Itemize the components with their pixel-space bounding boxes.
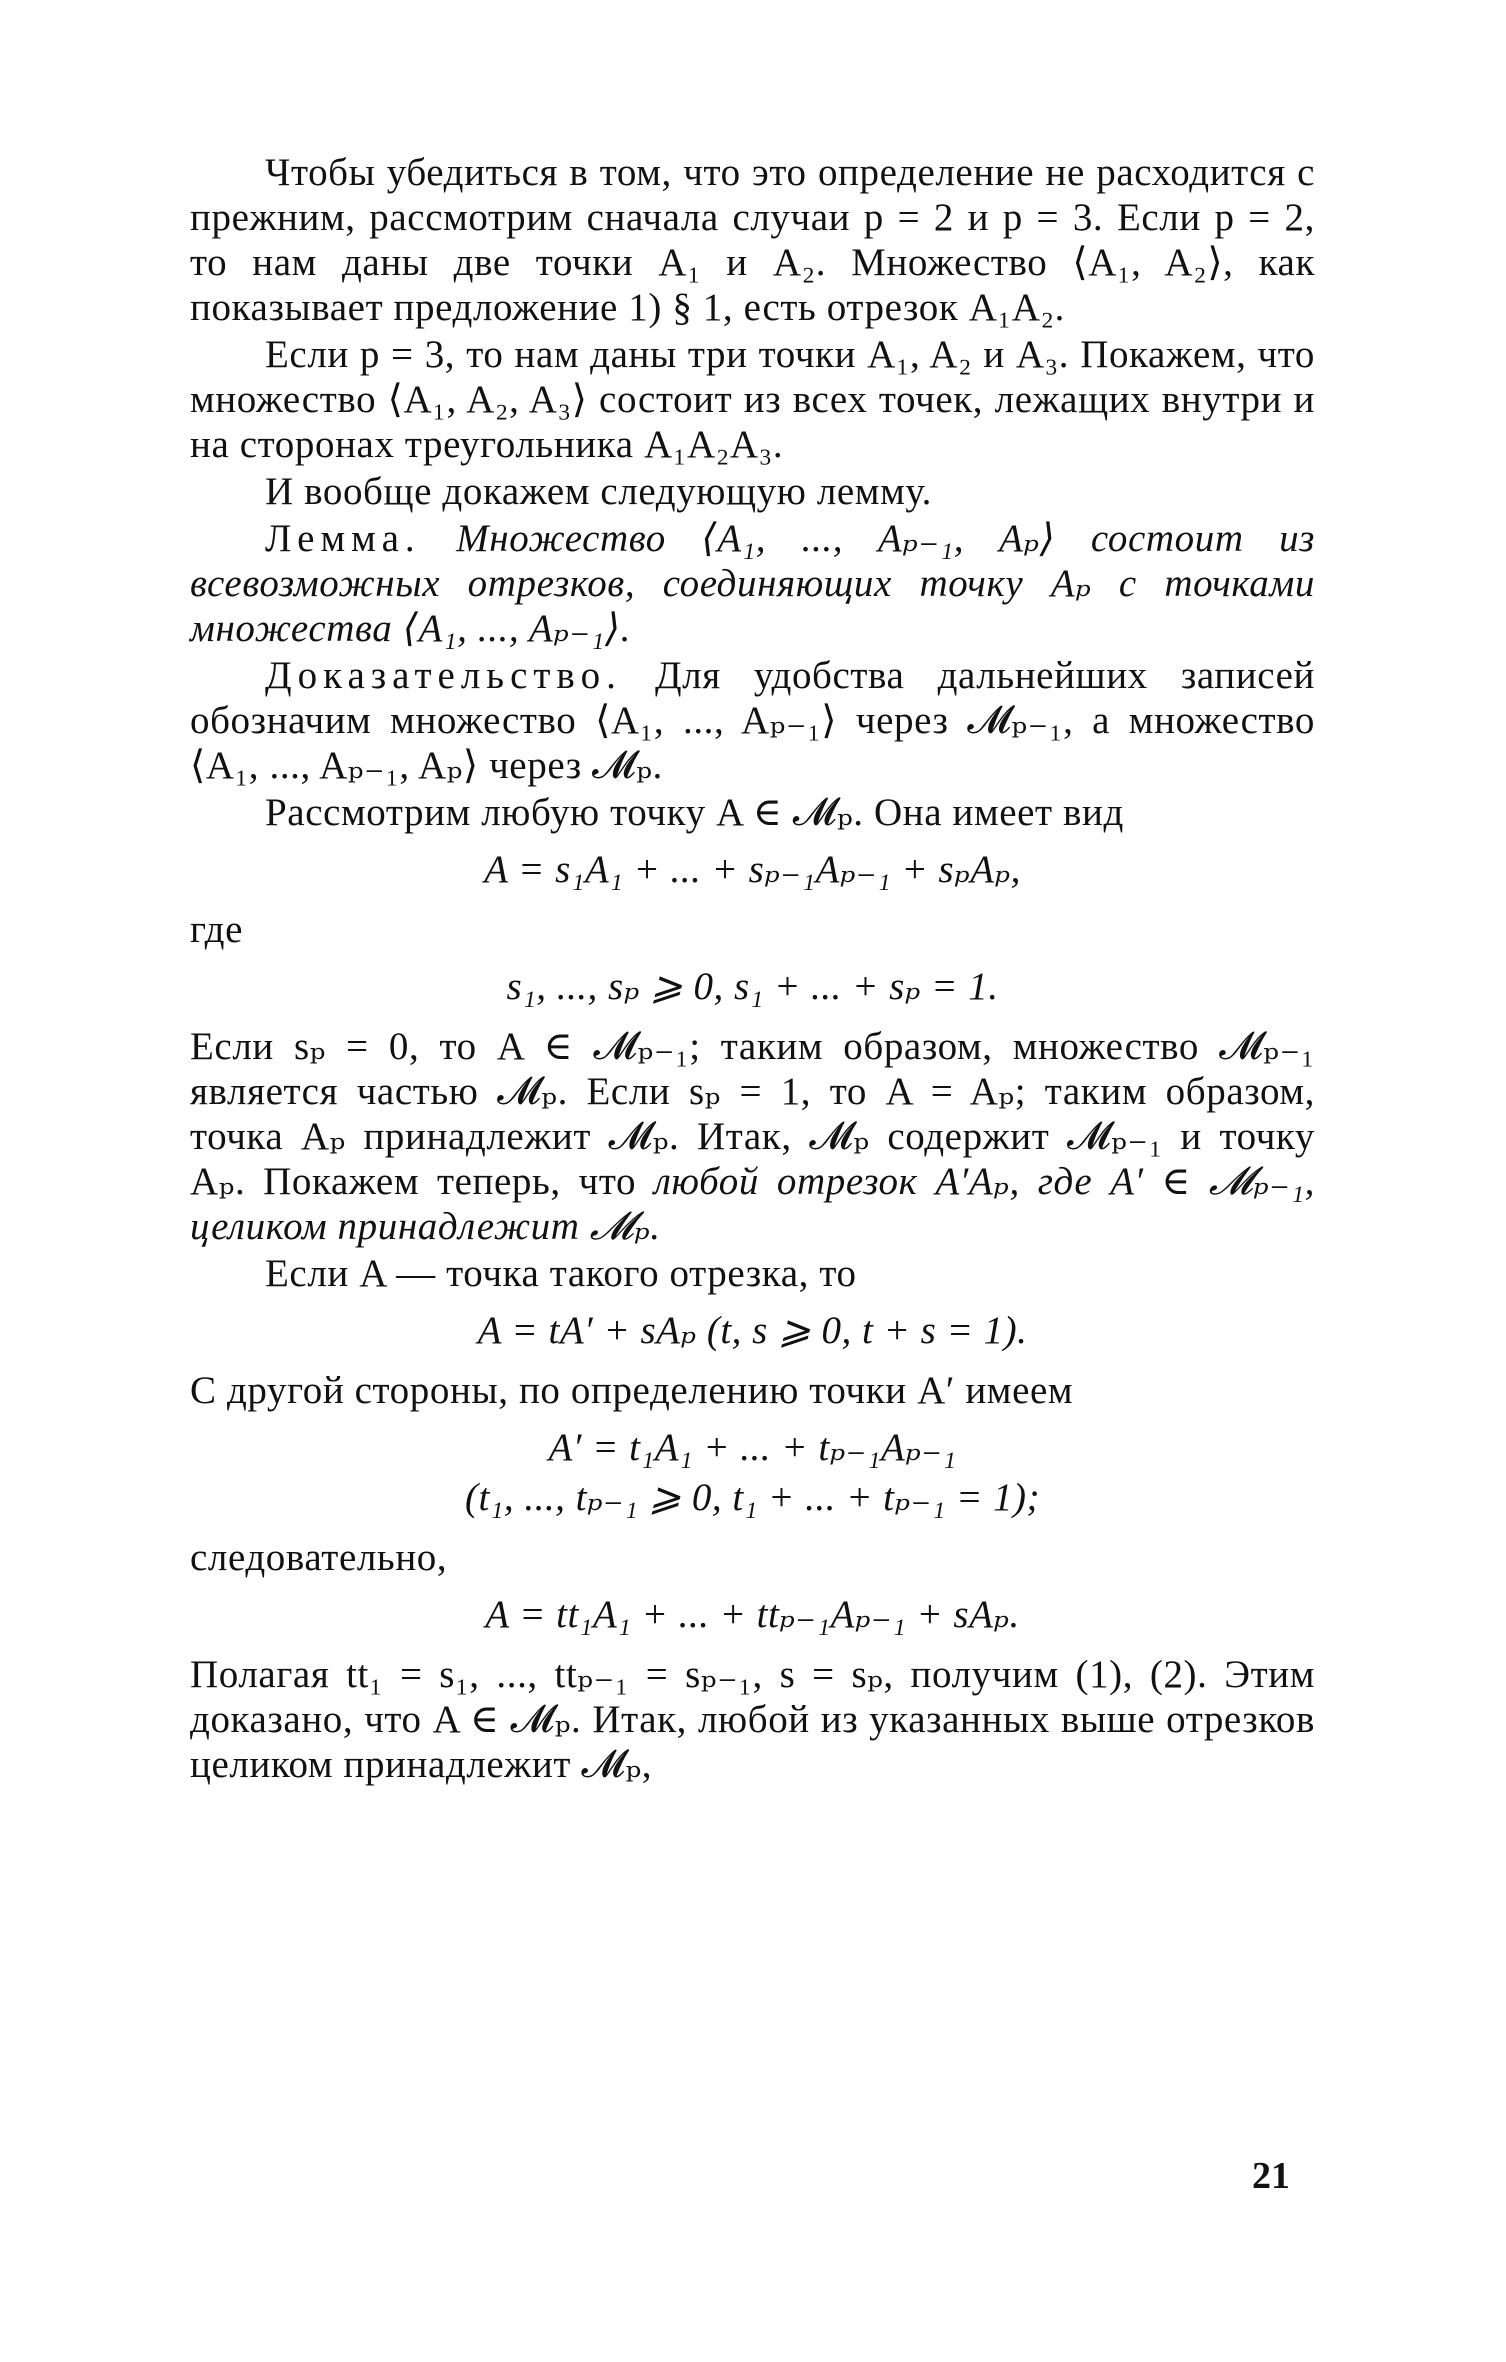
paragraph-if-sp (190, 1024, 1315, 1249)
paragraph-if-sp-text: Если sₚ = 0, то A ∈ 𝓜ₚ₋₁; таким образом, множество 𝓜ₚ₋₁ является частью 𝓜ₚ. Если sₚ = 1, то A = Aₚ; таким образом, точка Aₚ принадлежит 𝓜ₚ. Итак, 𝓜ₚ содержит 𝓜ₚ₋₁ и точку Aₚ. Покажем теперь, что (190, 1025, 1315, 1203)
proof-start (190, 653, 1315, 788)
lemma-label: Лемма. (265, 517, 421, 560)
word-where: где (190, 908, 244, 951)
equation-4a: A′ = t₁A₁ + ... + tₚ₋₁Aₚ₋₁ (548, 1426, 957, 1469)
word-consequently: следовательно, (190, 1536, 448, 1579)
book-page (190, 150, 1315, 1789)
paragraph-if-a: Если A — точка такого отрезка, то (265, 1252, 857, 1295)
page-number: 21 (1252, 2155, 1290, 2197)
equation-5: A = tt₁A₁ + ... + ttₚ₋₁Aₚ₋₁ + sAₚ. (485, 1593, 1020, 1636)
paragraph-lemma-intro: И вообще докажем следующую лемму. (265, 470, 932, 513)
paragraph-final: Полагая tt₁ = s₁, ..., ttₚ₋₁ = sₚ₋₁, s = sₚ, получим (1), (2). Этим доказано, что A ∈ 𝓜ₚ. Итак, любой из указанных выше отрезков целиком принадлежит 𝓜ₚ, (190, 1653, 1315, 1786)
lemma-text: Множество ⟨A₁, ..., Aₚ₋₁, Aₚ⟩ состоит из всевозможных отрезков, соединяющих точку Aₚ с точками множества ⟨A₁, ..., Aₚ₋₁⟩. (190, 517, 1315, 650)
equation-2: s₁, ..., sₚ ⩾ 0, s₁ + ... + sₚ = 1. (506, 965, 999, 1008)
equation-4b: (t₁, ..., tₚ₋₁ ⩾ 0, t₁ + ... + tₚ₋₁ = 1); (464, 1476, 1041, 1519)
equation-1: A = s₁A₁ + ... + sₚ₋₁Aₚ₋₁ + sₚAₚ, (484, 848, 1021, 891)
paragraph-other-side: С другой стороны, по определению точки A′ имеем (190, 1369, 1074, 1412)
paragraph-consider: Рассмотрим любую точку A ∈ 𝓜ₚ. Она имеет вид (265, 791, 1124, 834)
lemma-statement (190, 516, 1315, 651)
equation-3: A = tA′ + sAₚ (t, s ⩾ 0, t + s = 1). (477, 1309, 1028, 1352)
proof-label: Доказательство. (265, 654, 622, 697)
proof-text: Для удобства дальнейших записей обозначим множество ⟨A₁, ..., Aₚ₋₁⟩ через 𝓜ₚ₋₁, а множество ⟨A₁, ..., Aₚ₋₁, Aₚ⟩ через 𝓜ₚ. (190, 654, 1315, 787)
paragraph-triangle: Если p = 3, то нам даны три точки A₁, A₂ и A₃. Покажем, что множество ⟨A₁, A₂, A₃⟩ состоит из всех точек, лежащих внутри и на сторонах треугольника A₁A₂A₃. (190, 333, 1315, 466)
paragraph-intro: Чтобы убедиться в том, что это определение не расходится с прежним, рассмотрим сначала случаи p = 2 и p = 3. Если p = 2, то нам даны две точки A₁ и A₂. Множество ⟨A₁, A₂⟩, как показывает предложение 1) § 1, есть отрезок A₁A₂. (190, 151, 1315, 329)
paragraph-if-sp-italic: любой отрезок A′Aₚ, где A′ ∈ 𝓜ₚ₋₁, целиком принадлежит 𝓜ₚ. (190, 1160, 1315, 1248)
